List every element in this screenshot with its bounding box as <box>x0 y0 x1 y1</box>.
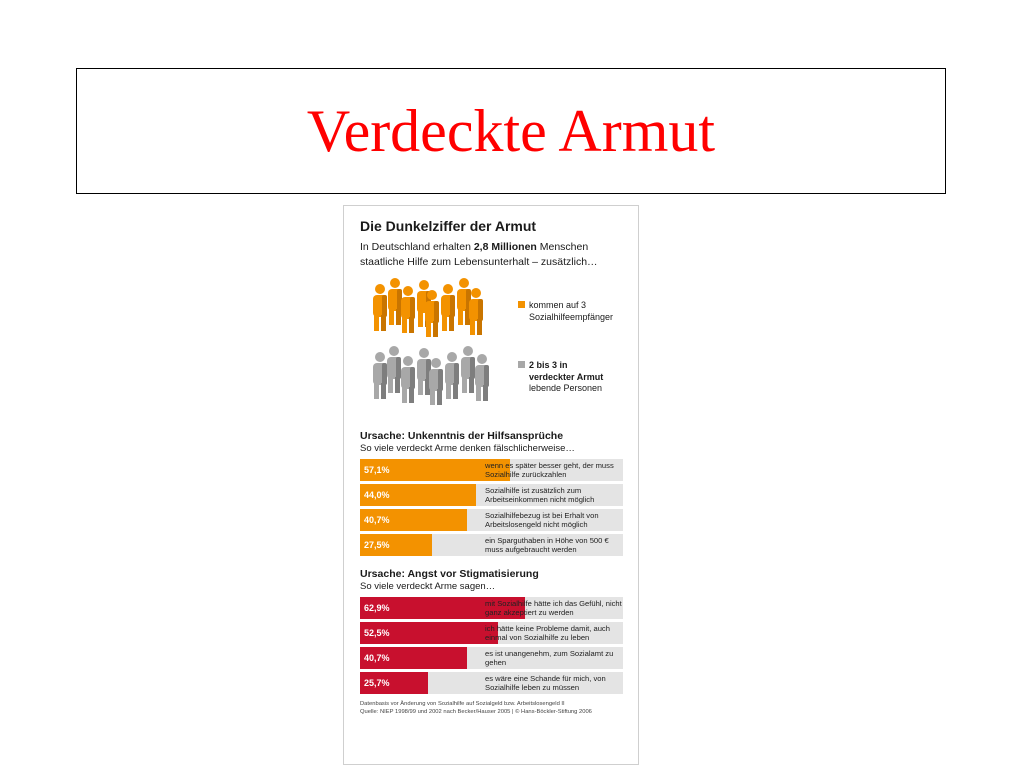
bar-category-label: Sozialhilfe ist zusätzlich zum Arbeitseinkommen nicht möglich <box>485 486 595 504</box>
person-icon <box>388 278 402 325</box>
section1-title: Ursache: Unkenntnis der Hilfsansprüche <box>360 430 564 442</box>
footnote-line1: Datenbasis vor Änderung von Sozialhilfe auf Sozialgeld bzw. Arbeitslosengeld II <box>360 701 565 707</box>
legend-orange-line1: kommen auf 3 <box>529 300 587 310</box>
person-icon <box>373 352 387 399</box>
card-intro <box>360 240 622 270</box>
legend-gray-line1: 2 bis 3 in <box>529 360 568 370</box>
bar-row <box>360 622 623 644</box>
legend-orange-swatch <box>518 301 525 308</box>
card-title: Die Dunkelziffer der Armut <box>360 218 537 234</box>
bar-value-label: 57,1% <box>364 465 390 475</box>
bar-row <box>360 509 623 531</box>
bar-category-label: wenn es später besser geht, der muss Sozialhilfe zurückzahlen <box>485 461 614 479</box>
person-icon <box>417 348 431 395</box>
person-icon <box>401 356 415 403</box>
bar-row <box>360 672 623 694</box>
person-icon <box>373 284 387 331</box>
person-icon <box>475 354 489 401</box>
person-icon <box>441 284 455 331</box>
person-icon <box>461 346 475 393</box>
legend-gray-line2: verdeckter Armut <box>529 371 604 382</box>
section1-subtitle: So viele verdeckt Arme denken fälschlicherweise… <box>360 443 575 454</box>
bar-value-label: 62,9% <box>364 603 390 613</box>
person-icon <box>445 352 459 399</box>
footnote-line2: Quelle: NIEP 1998/99 und 2002 nach Becker/Hauser 2005 | © Hans-Böckler-Stiftung 2006 <box>360 709 592 715</box>
bar-row <box>360 647 623 669</box>
infographic-card <box>343 205 639 765</box>
bar-category-label: es wäre eine Schande für mich, von Sozialhilfe leben zu müssen <box>485 674 606 692</box>
bar-row <box>360 459 623 481</box>
section2-title: Ursache: Angst vor Stigmatisierung <box>360 568 539 580</box>
intro-pre: In Deutschland erhalten <box>360 241 474 253</box>
bar-row <box>360 597 623 619</box>
person-icon <box>457 278 471 325</box>
section2-subtitle: So viele verdeckt Arme sagen… <box>360 581 496 592</box>
legend-gray-line3: lebende Personen <box>529 383 603 393</box>
bar-category-label: Sozialhilfebezug ist bei Erhalt von Arbeitslosengeld nicht möglich <box>485 511 599 529</box>
person-icon <box>469 288 483 335</box>
people-illustration <box>360 274 622 422</box>
slide-title-box <box>76 68 946 194</box>
legend-gray <box>518 360 603 395</box>
legend-orange <box>518 300 613 323</box>
bar-value-label: 27,5% <box>364 540 390 550</box>
person-icon <box>429 358 443 405</box>
intro-post: Menschen staatliche Hilfe zum Lebensunterhalt – zusätzlich… <box>360 241 598 268</box>
bar-row <box>360 534 623 556</box>
intro-bold: 2,8 Millionen <box>473 241 537 253</box>
bar-value-label: 40,7% <box>364 515 390 525</box>
bar-category-label: ich hätte keine Probleme damit, auch einmal von Sozialhilfe zu leben <box>485 624 610 642</box>
bar-category-label: mit Sozialhilfe hätte ich das Gefühl, nicht ganz akzeptiert zu werden <box>485 599 622 617</box>
bar-value-label: 44,0% <box>364 490 390 500</box>
section1-bars <box>360 459 622 556</box>
slide-title: Verdeckte Armut <box>306 97 716 164</box>
bar-row <box>360 484 623 506</box>
legend-gray-swatch <box>518 361 525 368</box>
bar-value-label: 40,7% <box>364 653 390 663</box>
legend-orange-line2: Sozialhilfeempfänger <box>529 311 614 322</box>
person-icon <box>387 346 401 393</box>
footnote <box>360 700 622 716</box>
section2-bars <box>360 597 622 694</box>
people-figures-icon <box>360 274 510 422</box>
bar-category-label: ein Sparguthaben in Höhe von 500 € muss aufgebraucht werden <box>485 536 609 554</box>
bar-category-label: es ist unangenehm, zum Sozialamt zu gehen <box>485 649 614 667</box>
bar-value-label: 52,5% <box>364 628 390 638</box>
person-icon <box>401 286 415 333</box>
bar-value-label: 25,7% <box>364 678 390 688</box>
